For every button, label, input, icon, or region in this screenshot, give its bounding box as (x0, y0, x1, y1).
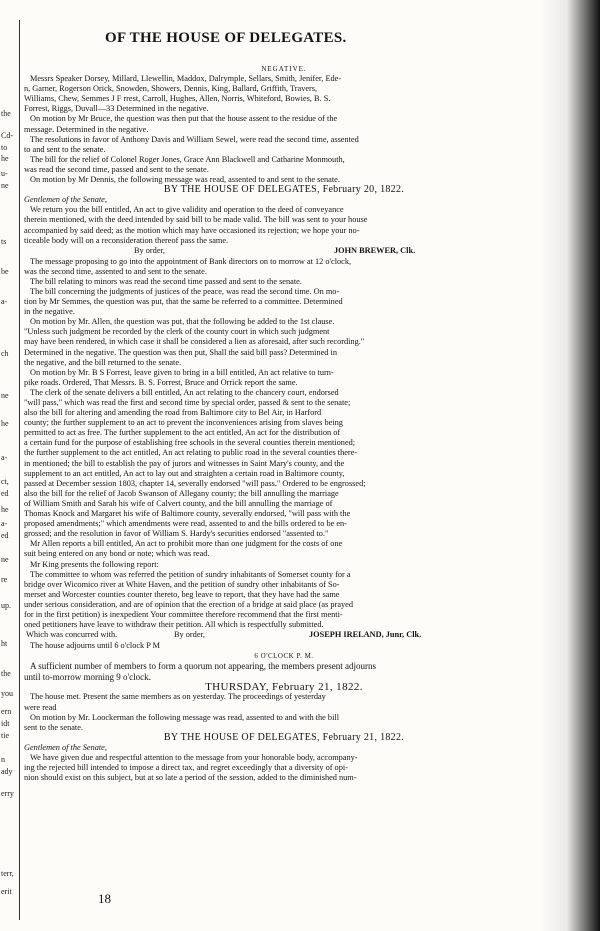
message-heading: BY THE HOUSE OF DELEGATES, February 21, 1822. (163, 731, 405, 743)
page-number: 18 (98, 891, 111, 906)
gutter-fragment: re (1, 575, 8, 584)
paragraph-negative-votes: Messrs Speaker Dorsey, Millard, Llewellin, Maddox, Dalrymple, Sellars, Smith, Jenifer, Ede- n, Garner, Rogerson Orick, Snowden, Showers, Dennis, King, Ballard, Griffith, Travers, Williams, Chew, Semmes J F rrest, Carroll, Hughes, Allen, Norris, Whiteford, Bowies, B. S. Forrest, Riggs, Duvall—33 Determined in the negative. (24, 74, 342, 114)
clerk-signature: JOHN BREWER, Clk. (334, 245, 416, 255)
paragraph: The bill for the relief of Colonel Roger Jones, Grace Ann Blackwell and Catharine Monmouth, was read the second time, passed and sent to the senate. (24, 154, 345, 174)
paragraph: Mr Allen reports a bill entitled, An act to prohibit more than one judgment for the costs of one suit being entered on any bond or note; which was read. (24, 539, 343, 559)
gutter-fragment: ht (1, 639, 8, 648)
gutter-fragment: ady (1, 767, 13, 776)
page-header: OF THE HOUSE OF DELEGATES. (105, 30, 347, 46)
message-heading: BY THE HOUSE OF DELEGATES, February 20, 1822. (163, 184, 405, 196)
paragraph: Mr King presents the following report: (30, 559, 159, 569)
date-heading: THURSDAY, February 21, 1822. (205, 681, 363, 694)
salutation: Gentlemen of the Senate, (24, 742, 107, 752)
gutter-fragment: a- (1, 297, 8, 306)
gutter-fragment: he (1, 505, 9, 514)
gutter-fragment: ed (1, 531, 9, 540)
paragraph-message: We return you the bill entitled, An act to give validity and operation to the deed of conveyance therein mentioned, with the deed intended by said bill to be made valid. The bill was sent to your house accompanied by said deed; as the motion which may have occasioned its rejection; we hope your no- ticeable body will on a reconsideration thereof pass the same. (24, 205, 368, 245)
gutter-fragment: erit (1, 887, 12, 896)
signature-row (24, 246, 544, 257)
by-order-label: By order, (134, 245, 166, 255)
negative-heading: NEGATIVE. (261, 65, 307, 73)
paragraph: The clerk of the senate delivers a bill entitled, An act relating to the chancery court, endorsed "will pass," which was read the first and second time by special order, passed & sent to the senate; also the bill for altering and amending the road from Baltimore city to Bel Air, in Harford county; the further supplement to an act to prevent the inconveniences arising from slaves being permitted to act as free. The further supplement to the act entitled, An act for the distribution of a certain fund for the purpose of establishing free schools in the several counties therein mentioned; the further supplement to the act entitled, An act relating to public road in the several counties there- in mentioned; the bill to establish the pay of jurors and witnesses in Saint Mary's county, and the supplement to an act entitled, An act to lay out and straighten a certain road in Baltimore county, passed at December session 1803, chapter 14, severally endorsed "will pass." Ordered to be engrossed; also the bill for the relief of Jacob Swanson of Allegany county; the bill annulling the marriage of William Smith and Sarah his wife of Calvert county, and the bill annulling the marriage of Thomas Knock and Margaret his wife of Baltimore county, severally endorsed, "will pass with the proposed amendments;" which amendments were read, assented to and the bills ordered to be en- grossed; and the resolution in favor of William S. Hardy's securities endorsed "assented to." (24, 387, 366, 539)
paragraph: The message proposing to go into the appointment of Bank directors on to morrow at 12 o'clock, was the second time, assented to and sent to the senate. (24, 256, 352, 276)
gutter-fragment: Cd- (1, 131, 13, 140)
clerk-signature: JOSEPH IRELAND, Junr, Clk. (309, 630, 422, 640)
time-heading: 6 O'CLOCK P. M. (254, 652, 314, 661)
paragraph-report: The committee to whom was referred the petition of sundry inhabitants of Somerset county for a bridge over Wicomico river at White Haven, and the petition of sundry other inhabitants of So- merset and Worcester counties counter thereto, beg leave to report, that they have had the same under serious consideration, and are of opinion that the erection of a bridge at said place (as prayed for in the first petition) is inexpedient Your committee therefore recommend that the first menti- oned petitioners have leave to withdraw their petition. All which is respectfully submitted. (24, 569, 353, 630)
paragraph: On motion by Mr. Allen, the question was put, that the following be added to the 1st clause. "Unless such judgment be recorded by the clerk of the county court in which such judgment may have been rendered, in which case it shall be considered a lien as aforesaid, after such recording." Determined in the negative. The question was then put, Shall the said bill pass? Determined in the negative, and the bill returned to the senate. (24, 317, 365, 367)
gutter-fragment: u- (1, 169, 8, 178)
gutter-fragment: he (1, 154, 9, 163)
gutter-fragment: up. (1, 601, 11, 610)
salutation: Gentlemen of the Senate, (24, 195, 107, 205)
gutter-fragment: idt (1, 719, 10, 728)
gutter-fragment: the (1, 669, 11, 678)
gutter-fragment: to (1, 143, 8, 152)
gutter-fragment: a- (1, 453, 8, 462)
gutter-fragment: terr, (1, 869, 14, 878)
gutter-fragment: ne (1, 555, 9, 564)
gutter-fragment: ne (1, 181, 9, 190)
gutter-fragment: ts (1, 237, 7, 246)
by-order-label: By order, (174, 630, 206, 640)
gutter-fragment: ern (1, 707, 12, 716)
gutter-fragment: ed (1, 489, 9, 498)
gutter-fragment: tie (1, 731, 9, 740)
gutter-fragment: ct, (1, 477, 9, 486)
gutter-fragment: ne (1, 391, 9, 400)
gutter-fragment: ch (1, 349, 9, 358)
signature-row (24, 630, 544, 641)
paragraph: The bill relating to minors was read the second time passed and sent to the senate. (30, 276, 302, 286)
gutter-fragment: a- (1, 519, 8, 528)
concurred-line: Which was concurred with. (26, 630, 118, 640)
gutter-fragment: he (1, 419, 9, 428)
gutter-fragment: the (1, 109, 11, 118)
paragraph: The house met. Present the same members as on yesterday. The proceedings of yesterday were read (24, 692, 326, 712)
paragraph: The house adjourns until 6 o'clock P M (30, 641, 161, 651)
paragraph: On motion by Mr Bruce, the question was then put that the house assent to the residue of the message. Determined in the negative. (24, 114, 338, 134)
paragraph-message: We have given due and respectful attention to the message from your honorable body, accompany- ing the rejected bill intended to impose a direct tax, and regret exceedingly that a diversity of opi- nion should exist on this subject, but at so late a period of the session, added to the diminished num- (24, 753, 358, 783)
paragraph: On motion by Mr. Loockerman the following message was read, assented to and with the bill sent to the senate. (24, 712, 339, 732)
paragraph: A sufficient number of members to form a quorum not appearing, the members present adjourns until to-morrow morning 9 o'clock. (24, 661, 376, 682)
gutter-fragment: n (1, 755, 5, 764)
gutter-fragment: erry (1, 789, 14, 798)
page-edge-shadow (540, 0, 600, 931)
gutter-fragment: you (1, 689, 13, 698)
body-column (24, 64, 544, 783)
adjacent-page-gutter (0, 20, 20, 920)
paragraph: On motion by Mr. B S Forrest, leave given to bring in a bill entitled, An act relative to turn- pike roads. Ordered, That Messrs. B. S. Forrest, Bruce and Orrick report the same. (24, 367, 334, 387)
gutter-fragment: be (1, 267, 9, 276)
paragraph: The resolutions in favor of Anthony Davis and William Sewel, were read the second time, assented to and sent to the senate. (24, 134, 359, 154)
paragraph: On motion by Mr Dennis, the following message was read, assented to and sent to the senate. (30, 175, 340, 185)
paragraph: The bill concerning the judgments of justices of the peace, was read the second time. On mo- tion by Mr Semmes, the question was put, that the same be referred to a committee. Determined in the negative. (24, 286, 343, 317)
